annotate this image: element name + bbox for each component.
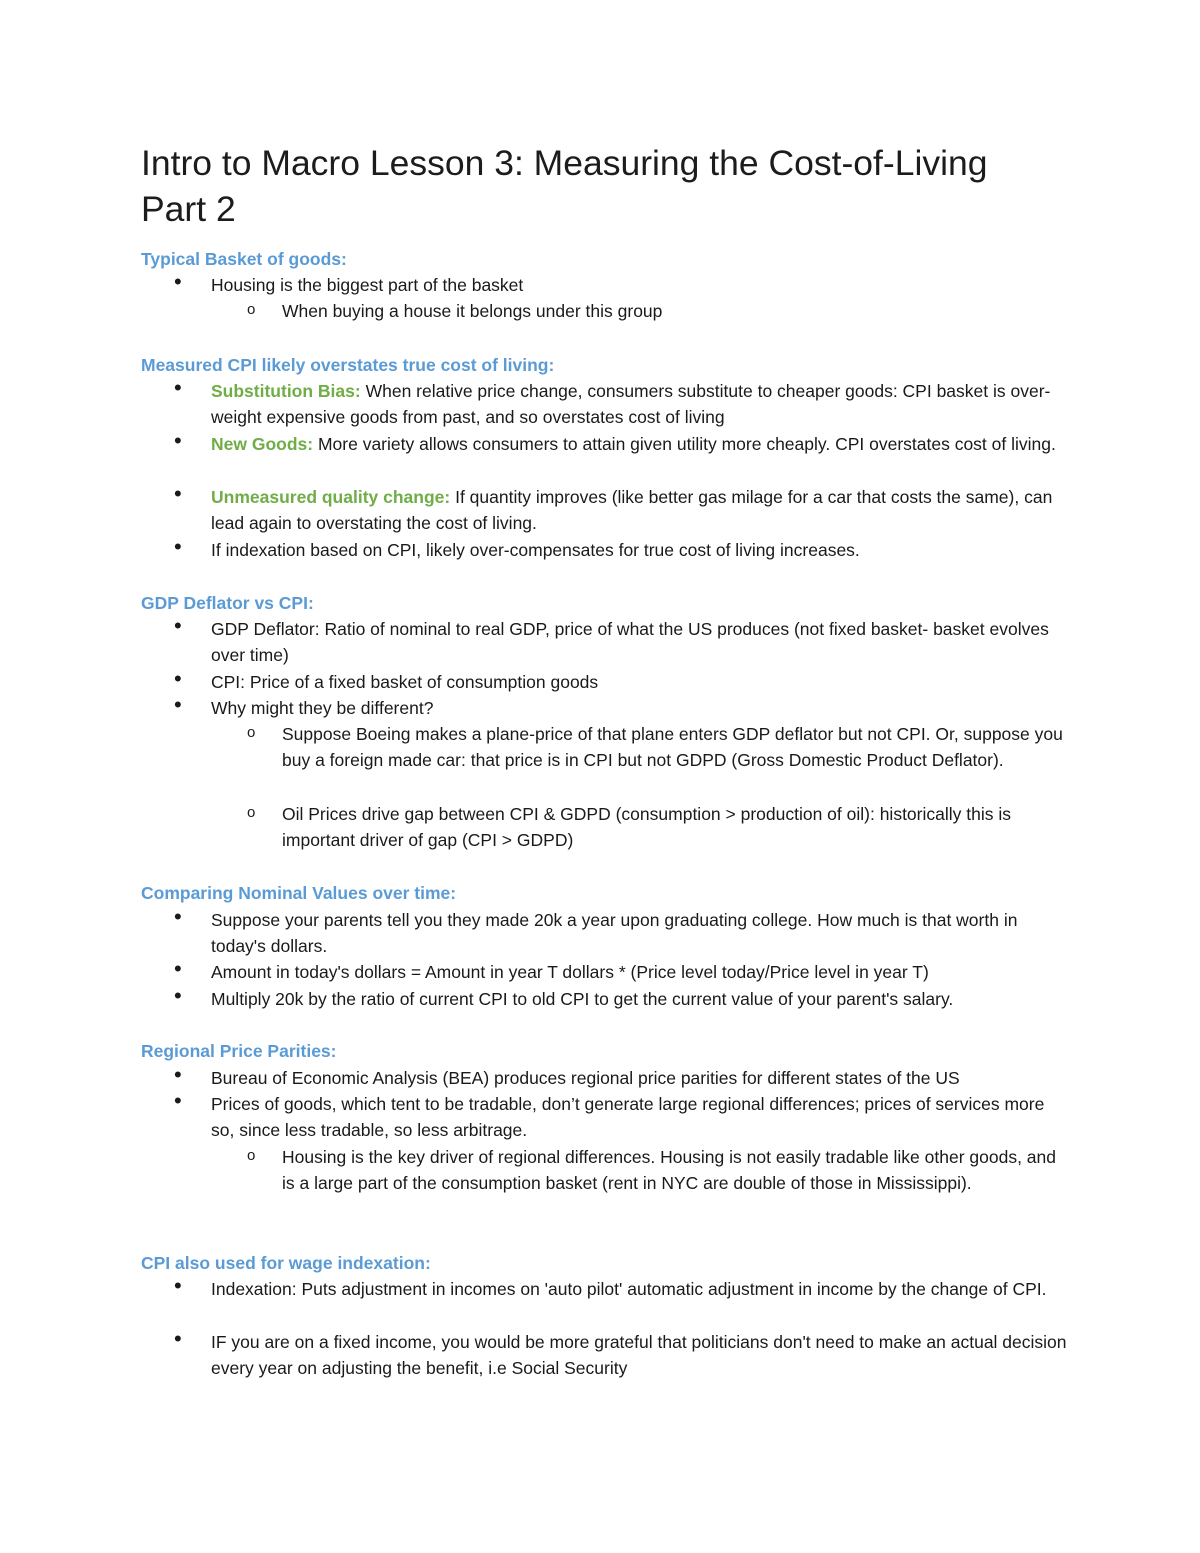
- section-heading-typical-basket: Typical Basket of goods:: [141, 249, 347, 269]
- list-item: • GDP Deflator: Ratio of nominal to real GDP, price of what the US produces (not fixed basket- basket evolves over time): [211, 616, 1071, 669]
- list-item-text: If quantity improves (like better gas milage for a car that costs the same), can lead again to overstating the cost of living.: [211, 487, 1053, 534]
- list-item: • IF you are on a fixed income, you would be more grateful that politicians don't need to make an actual decision every year on adjusting the benefit, i.e Social Security: [211, 1329, 1071, 1382]
- list-item: • Amount in today's dollars = Amount in year T dollars * (Price level today/Price level in year T): [211, 959, 1071, 985]
- sub-list-item: o When buying a house it belongs under this group: [282, 298, 1067, 324]
- section-heading-gdp-deflator: GDP Deflator vs CPI:: [141, 593, 314, 613]
- list-item: • Indexation: Puts adjustment in incomes on 'auto pilot' automatic adjustment in income by the change of CPI.: [211, 1276, 1071, 1302]
- list-item: • CPI: Price of a fixed basket of consumption goods: [211, 669, 1071, 695]
- sub-list-item: o Housing is the key driver of regional differences. Housing is not easily tradable like other goods, and is a large part of the consumption basket (rent in NYC are double of those in Mississippi).: [282, 1144, 1067, 1197]
- list-item: • Bureau of Economic Analysis (BEA) produces regional price parities for different states of the US: [211, 1065, 1071, 1091]
- sub-list-item: o Suppose Boeing makes a plane-price of that plane enters GDP deflator but not CPI. Or, suppose you buy a foreign made car: that price is in CPI but not GDPD (Gross Domestic Product Deflator).: [282, 721, 1067, 774]
- section-heading-regional-price-parities: Regional Price Parities:: [141, 1041, 337, 1061]
- list-item: • Multiply 20k by the ratio of current CPI to old CPI to get the current value of your parent's salary.: [211, 986, 1071, 1012]
- list-item-text: When relative price change, consumers substitute to cheaper goods: CPI basket is over-weight expensive goods from past, and so overstates cost of living: [211, 381, 1051, 428]
- list-item: [211, 378, 1071, 431]
- page-title: Intro to Macro Lesson 3: Measuring the Cost-of-Living Part 2: [141, 143, 988, 229]
- section-heading-comparing-nominal: Comparing Nominal Values over time:: [141, 883, 457, 903]
- term-label: New Goods:: [211, 434, 314, 454]
- list-item: • If indexation based on CPI, likely over-compensates for true cost of living increases.: [211, 537, 1071, 563]
- term-label: Unmeasured quality change:: [211, 487, 451, 507]
- list-item: • Prices of goods, which tent to be tradable, don’t generate large regional differences; prices of services more so, since less tradable, so less arbitrage.: [211, 1091, 1071, 1144]
- list-item: [211, 431, 1071, 457]
- list-item: • Housing is the biggest part of the basket: [211, 272, 1071, 298]
- list-item: [211, 484, 1071, 537]
- list-item: • Suppose your parents tell you they made 20k a year upon graduating college. How much is that worth in today's dollars.: [211, 907, 1071, 960]
- section-heading-wage-indexation: CPI also used for wage indexation:: [141, 1253, 431, 1273]
- section-heading-measured-cpi: Measured CPI likely overstates true cost of living:: [141, 355, 555, 375]
- sub-list-item: o Oil Prices drive gap between CPI & GDPD (consumption > production of oil): historically this is important driver of gap (CPI > GDPD): [282, 801, 1067, 854]
- list-item: • Why might they be different?: [211, 695, 1071, 721]
- term-label: Substitution Bias:: [211, 381, 361, 401]
- list-item-text: More variety allows consumers to attain given utility more cheaply. CPI overstates cost of living.: [313, 434, 1056, 454]
